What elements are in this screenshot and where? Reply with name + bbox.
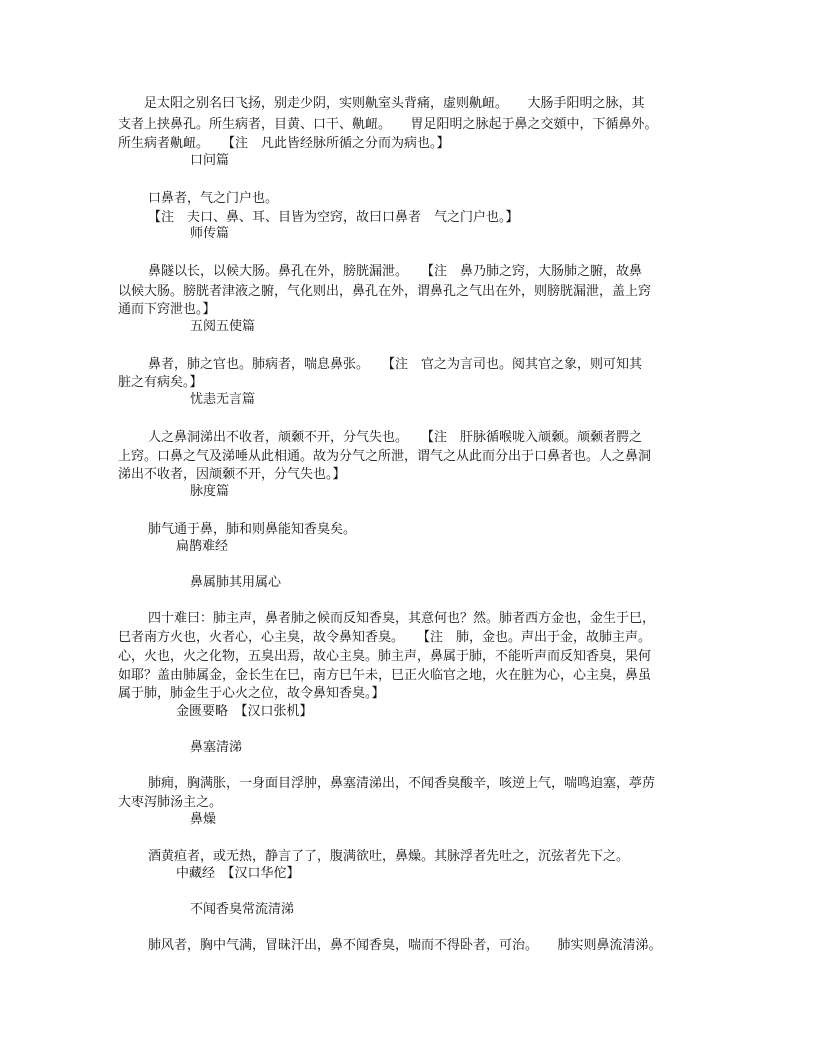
- section-heading: 五阅五使篇: [190, 319, 256, 334]
- text-line: 以候大肠。膀胱者津液之腑，气化则出，鼻孔在外，谓鼻孔之气出在外，则膀胱漏泄，盖上窍: [118, 284, 652, 299]
- text-line: 脏之有病矣。】: [118, 375, 203, 390]
- book-heading: 中藏经 【汉口华佗】: [176, 866, 300, 881]
- section-heading: 口问篇: [190, 153, 230, 168]
- section-heading: 脉度篇: [190, 484, 230, 499]
- text-line: 心，火也，火之化物，五臭出焉，故心主臭。肺主声，鼻属于肺，不能听声而反知香臭，果何: [118, 649, 652, 664]
- text-line: 鼻隧以长，以候大肠。鼻孔在外，膀胱漏泄。 【注 鼻乃肺之窍，大肠肺之腑，故鼻: [148, 264, 643, 279]
- text-line: 属于肺，肺金生于心火之位，故令鼻知香臭。】: [118, 686, 385, 701]
- text-line: 通而下窍泄也。】: [118, 302, 216, 317]
- text-line: 大枣泻肺汤主之。: [118, 795, 223, 810]
- text-line: 涕出不收者，因颃颡不开，分气失也。】: [118, 467, 346, 482]
- text-line: 如耶？盖由肺属金，金长生在巳，南方巳午未，巳正火临官之地，火在脏为心，心主臭，鼻虽: [118, 668, 652, 683]
- book-heading: 金匮要略 【汉口张机】: [176, 704, 313, 719]
- text-line: 支者上挟鼻孔。所生病者，目黄、口干、鼽衄。 胃足阳明之脉起于鼻之交頞中，下循鼻外。: [118, 117, 658, 132]
- section-heading: 鼻塞清涕: [190, 740, 243, 755]
- section-heading: 师传篇: [190, 226, 230, 241]
- text-line: 上窍。口鼻之气及涕唾从此相通。故为分气之所泄，谓气之从此而分出于口鼻者也。人之鼻洞: [118, 449, 652, 464]
- text-line: 足太阳之别名曰飞扬，别走少阴，实则鼽室头背痛，虚则鼽衄。 大肠手阳明之脉，其: [118, 96, 645, 111]
- book-heading: 扁鹊难经: [176, 539, 229, 554]
- section-heading: 不闻香臭常流清涕: [190, 902, 295, 917]
- text-line: 四十难曰：肺主声，鼻者肺之候而反知香臭，其意何也？然。肺者西方金也，金生于巳，: [148, 611, 656, 626]
- text-line: 口鼻者，气之门户也。: [148, 191, 279, 206]
- text-line: 肺风者，胸中气满，冒昧汗出，鼻不闻香臭，喘而不得卧者，可治。 肺实则鼻流清涕。: [148, 938, 662, 953]
- text-line: 所生病者鼽衄。 【注 凡此皆经脉所循之分而为病也。】: [118, 136, 450, 151]
- text-line: 鼻者，肺之官也。肺病者，喘息鼻张。 【注 官之为言司也。阅其官之象，则可知其: [148, 357, 643, 372]
- section-heading: 鼻燥: [190, 812, 217, 827]
- section-heading: 鼻属肺其用属心: [190, 575, 282, 590]
- section-heading: 忧恚无言篇: [190, 392, 256, 407]
- text-line: 肺气通于鼻，肺和则鼻能知香臭矣。: [148, 522, 357, 537]
- text-line: 人之鼻洞涕出不收者，颃颡不开，分气失也。 【注 肝脉循喉咙入颃颡。颃颡者腭之: [148, 430, 643, 445]
- text-line: 酒黄疸者，或无热，静言了了，腹满欲吐，鼻燥。其脉浮者先吐之，沉弦者先下之。: [148, 849, 630, 864]
- text-line: 【注 夫口、鼻、耳、目皆为空窍，故曰口鼻者 气之门户也。】: [148, 210, 519, 225]
- text-line: 巳者南方火也，火者心，心主臭，故令鼻知香臭。 【注 肺，金也。声出于金，故肺主声。: [118, 630, 652, 645]
- text-line: 肺痈，胸满胀，一身面目浮肿，鼻塞清涕出，不闻香臭酸辛，咳逆上气，喘鸣迫塞，葶苈: [148, 776, 656, 791]
